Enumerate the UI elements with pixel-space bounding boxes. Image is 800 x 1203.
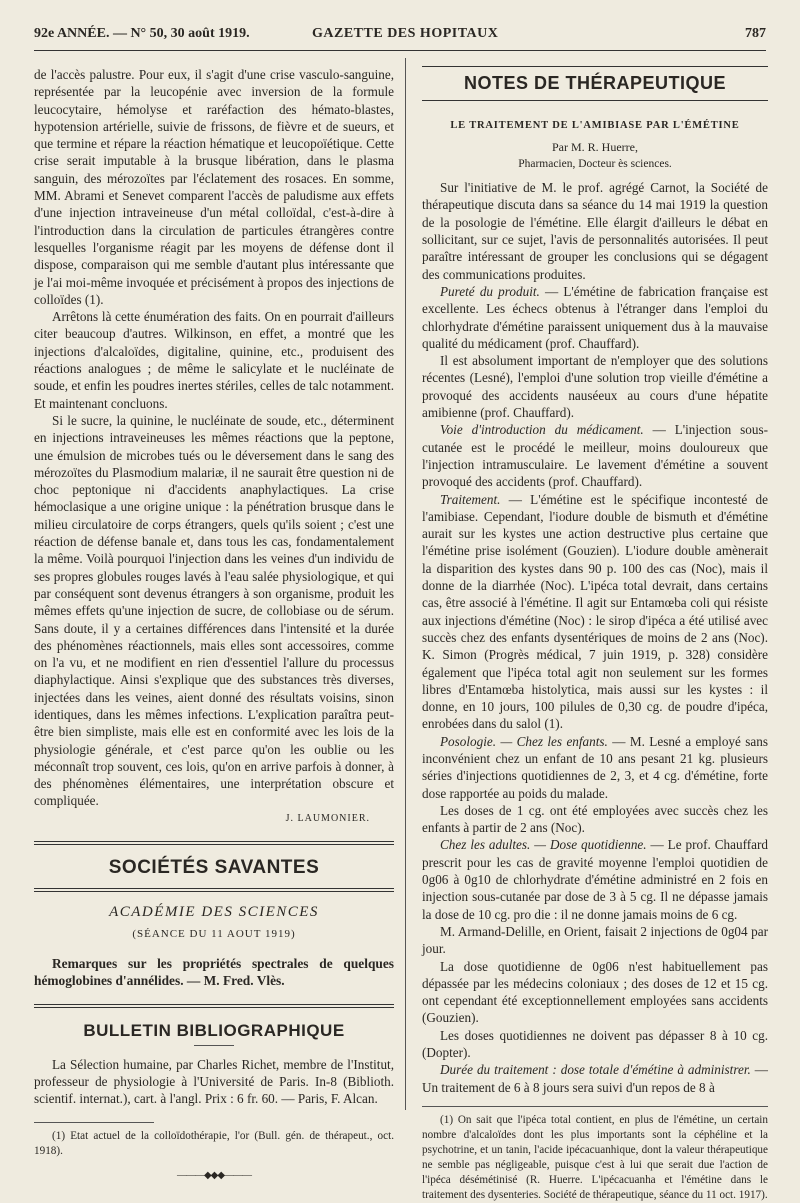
footnote: (1) On sait que l'ipéca total contient, en plus de l'émétine, un certain nombre d'alcaloïdes dont les plus importants sont la céphéline et la psychotrine, et un tanin, l'acide ipécacuanhique, dont la valeur thérapeutique ne semble pas négligeable, puisque c'est à lui que serait due l'action de l'ipéca désémétinisé (R. Huerre. L'ipécacuanha et l'émétine dans le traitement des dysenteries. Société de thérapeutique, séance du 11 oct. 1917). (422, 1113, 768, 1201)
article-author: Par M. R. Huerre, (552, 139, 638, 154)
section-rule (34, 888, 394, 892)
article-paragraph: Posologie. — Chez les enfants. — M. Lesné a employé sans inconvénient chez un enfant de 10 ans pesant 21 kg. plusieurs séries d'injections quotidiennes de 2, 3, et 4 cg. d'émétine, forte dose rapportée au poids du malade. (422, 733, 768, 801)
paragraph-heading: Durée du traitement : dose totale d'émétine à administrer. (440, 1062, 751, 1078)
article-paragraph: Il est absolument important de n'employer que des solutions récentes (Lesné), l'emploi d'une solution trop vieille d'émétine a provoqué des accidents nauséeux au cours d'une hépatite amibienne (prof. Chauffard). (422, 353, 768, 421)
article-paragraph: Sur l'initiative de M. le prof. agrégé Carnot, la Société de thérapeutique discuta dans sa séance du 14 mai 1919 la question de la posologie de l'émétine. Elle élargit d'ailleurs le débat en sollicitant, sur ce sujet, l'avis de personnalités autorisées. Il peut paraître intéressant de grouper les conclusions qui se dégagent des communications produites. (422, 180, 768, 282)
article-paragraph: Si le sucre, la quinine, le nucléinate de soude, etc., déterminent en injections intraveineuses les mêmes réactions que la peptone, une émulsion de microbes tués ou le déversement dans le sang des mérozoïtes du Plasmodium malariæ, il ne saurait être question ni de choc peptonique ni d'accidents anaphylactiques. La crise hémoclasique a une origine unique : la pénétration brusque dans le milieu circulatoire de corps étrangers, quels qu'ils soient ; c'est une réaction de défense banale et, dans tous les cas, fondamentalement la même. Voilà pourquoi l'injection dans les veines d'un individu de ses propres globules rouges lavés à l'eau salée physiologique, et qui par conséquent sont devenus étrangers à son organisme, produit les mêmes effets qu'une injection de sucre, de collobiase ou de sérum. Sans doute, il y a certaines différences dans l'intensité et la durée des phénomènes réactionnels, mais elles sont accessoires, comme on l'a vu, et ne modifient en rien d'essentiel l'allure du processus diaphylactique. Ainsi s'explique que des substances très diverses, injectées dans les veines, aient donné des résultats voisins, sinon identiques, dans les mêmes infections. L'explication paraîtra peut-être bien simpliste, mais elle est en conformité avec les lois de la physiologie générale, et c'est parce qu'on les oublie ou les méconnaît trop souvent, ces lois, qu'on en arrive parfois à donner, à des phénomènes élémentaires, une interprétation obscure et compliquée. (34, 412, 394, 809)
section-rule (422, 66, 768, 67)
book-entry: La Sélection humaine, par Charles Richet, membre de l'Institut, professeur de physiologie à l'Université de Paris. In-8 (Biblioth. scientif. internat.), cart. à l'angl. Prix : 6 fr. 60. — Paris, F. Alcan. (34, 1056, 394, 1107)
article-paragraph: de l'accès palustre. Pour eux, il s'agit d'une crise vasculo-sanguine, représentée par la leucopénie avec inversion de la formule leucocytaire, hémolyse et raréfaction des hémato-blastes, hypotension artérielle, suivie de frissons, de fièvre et de sueurs, et que termine et répare la réaction hématique et leucopoïétique. Cette crise serait imputable à la brusque libération, dans le plasma sanguin, des mérozoïtes par l'éclatement des rosaces. En somme, MM. Abrami et Senevet comparent l'accès de paludisme aux effets d'une injection intraveineuse d'un métal colloïdal, c'est-à-dire à l'introduction dans la circulation de particules étrangères contre lesquelles l'organisme réagit par les moyens de défense dont il dispose, comparaison qui me semble d'autant plus intéressante que je l'ai moi-même invoquée et précisément à propos des injections de colloïdes (1). (34, 67, 394, 307)
ornament: ———◆◆◆——— (176, 1169, 252, 1181)
article-paragraph: Chez les adultes. — Dose quotidienne. — Le prof. Chauffard prescrit pour les cas de gravité moyenne l'emploi quotidien de 0g06 à 0g10 de chlorhydrate d'émétine administré en 2 fois en injection sous-cutanée par dose de 3 à 5 cg. Il ne dépasse jamais la dose de 10 cg. pro die : il ne donne jamais moins de 6 cg. (422, 837, 768, 922)
section-rule (34, 841, 394, 845)
footnote: (1) Etat actuel de la colloïdothérapie, l'or (Bull. gén. de thérapeut., oct. 1918). (34, 1129, 394, 1157)
left-column (34, 66, 394, 1184)
footnote-rule (422, 1106, 768, 1107)
header-rule (34, 50, 766, 51)
journal-title: GAZETTE DES HOPITAUX (312, 26, 499, 41)
author-signature: J. LAUMONIER. (285, 812, 370, 824)
issue-info: 92e ANNÉE. — N° 50, 30 août 1919. (34, 26, 250, 41)
paragraph-heading: Chez les adultes. — Dose quotidienne. (440, 837, 647, 853)
article-subtitle: LE TRAITEMENT DE L'AMIBIASE PAR L'ÉMÉTINE (450, 120, 740, 132)
article-paragraph: Pureté du produit. — L'émétine de fabrication française est excellente. Les échecs obtenus à l'étranger dans l'emploi du chlorhydrate d'émétine paraissent uniquement dus à la mauvaise qualité du médicament (prof. Chauffard). (422, 283, 768, 351)
remarques-entry: Remarques sur les propriétés spectrales de quelques hémoglobines d'annélides. — M. Fred. Vlès. (34, 955, 394, 989)
bulletin-title: BULLETIN BIBLIOGRAPHIQUE (83, 1020, 345, 1040)
article-paragraph: Les doses de 1 cg. ont été employées avec succès chez les enfants à partir de 2 ans (Noc). (422, 802, 768, 836)
page-number: 787 (745, 26, 766, 41)
paragraph-heading: Traitement. (440, 491, 501, 507)
article-paragraph: Arrêtons là cette énumération des faits. On en pourrait d'ailleurs citer beaucoup d'autres. Wilkinson, en effet, a montré que les injections d'alcaloïdes, digitaline, quinine, etc., produisent des réactions analogues ; de même le salicylate et le nucléinate de soude, et enfin les poudres inertes stériles, celles de talc notamment. Et maintenant concluons. (34, 309, 394, 411)
societes-title: SOCIÉTÉS SAVANTES (108, 857, 320, 879)
author-role: Pharmacien, Docteur ès sciences. (518, 157, 672, 170)
right-column (422, 66, 768, 1203)
article-paragraph: Traitement. — L'émétine est le spécifique incontesté de l'amibiase. Cependant, l'iodure double de bismuth et d'émétine aurait sur les kystes une action destructive plus certaine que l'émétine prise isolément (Gouzien). L'iodure double amènerait la disparition des kystes dans 90 p. 100 des cas (Noc), mais il donne de la diarrhée (Noc). L'ipéca total devrait, dans certains cas, être associé à l'émétine. Il agit sur Entamœba coli qui résiste aux injections d'émétine (Noc) : le sirop d'ipéca a été utilisé avec succès chez des enfants dysentériques de moins de 2 ans (Noc). K. Simon (Progrès médical, 7 juin 1919, p. 328) considère également que l'ipéca total agit non seulement sur les formes libres d'Entamœba histolytica, mais aussi sur les kystes : il donne, en 10 jours, 100 pilules de 0,30 cg. de poudre d'ipéca, enrobées dans du salol (1). (422, 491, 768, 732)
article-paragraph: Voie d'introduction du médicament. — L'injection sous-cutanée est le procédé le meilleur, moins douloureux que l'injection intramusculaire. Le lavement d'émétine a souvent provoqué des accidents (prof. Chauffard). (422, 422, 768, 490)
column-divider (405, 58, 406, 1110)
section-rule (34, 1004, 394, 1008)
academie-title: ACADÉMIE DES SCIENCES (109, 904, 319, 921)
paragraph-heading: Pureté du produit. (440, 283, 540, 299)
section-rule (422, 100, 768, 101)
footnote-rule (34, 1122, 154, 1123)
seance-date: (SÉANCE DU 11 AOUT 1919) (132, 927, 296, 940)
short-rule (194, 1045, 234, 1046)
article-paragraph: Les doses quotidiennes ne doivent pas dépasser 8 à 10 cg. (Dopter). (422, 1027, 768, 1061)
notes-title: NOTES DE THÉRAPEUTIQUE (463, 73, 727, 93)
article-paragraph: M. Armand-Delille, en Orient, faisait 2 injections de 0g04 par jour. (422, 923, 768, 957)
paragraph-heading: Posologie. — Chez les enfants. (440, 733, 608, 749)
paragraph-heading: Voie d'introduction du médicament. (440, 422, 644, 438)
article-paragraph: Durée du traitement : dose totale d'émétine à administrer. — Un traitement de 6 à 8 jours sera suivi d'un repos de 8 à (422, 1062, 768, 1095)
page-header (34, 26, 766, 48)
article-paragraph: La dose quotidienne de 0g06 n'est habituellement pas dépassée par les médecins coloniaux ; des doses de 12 et 15 cg. ont cependant été exceptionnellement employées sans accidents (Gouzien). (422, 958, 768, 1026)
